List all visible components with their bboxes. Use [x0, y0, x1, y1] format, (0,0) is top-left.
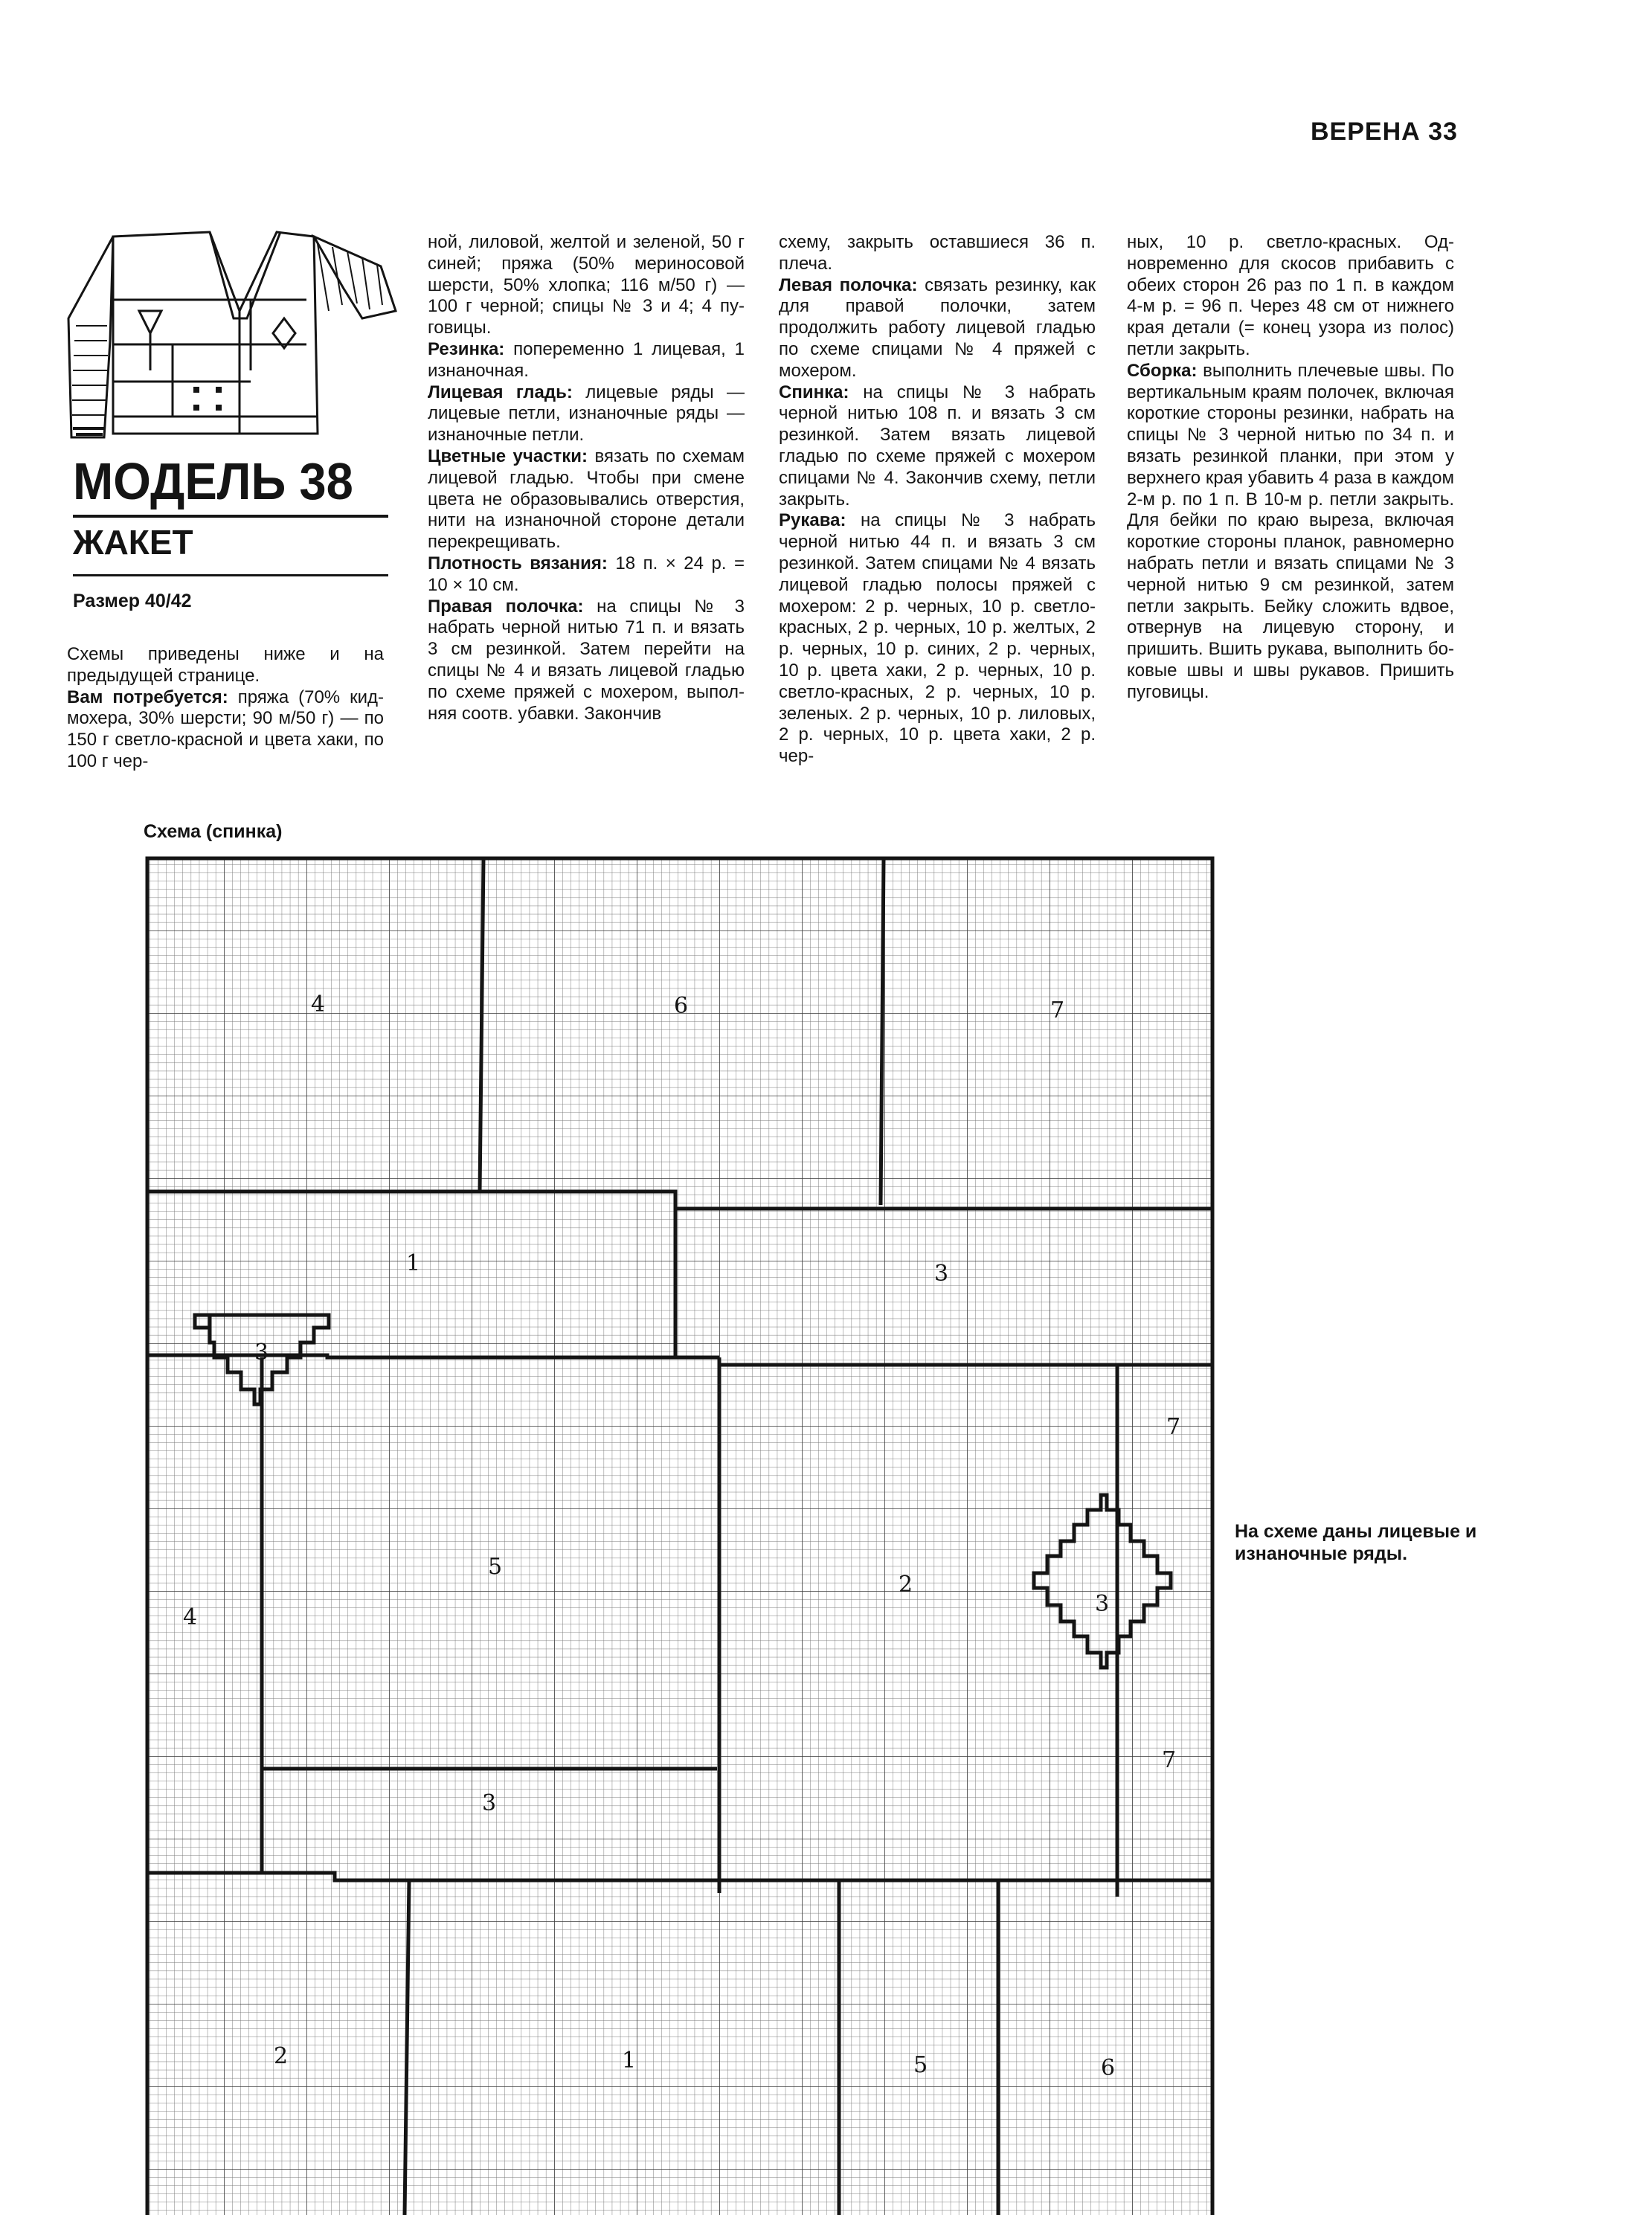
text-column-1: [67, 644, 384, 773]
sleeves-continued: ных, 10 р. светло-красных. Одновременно для скосов прибавить с обеих сторон 26 раз по 1 п. в каждом 4-м р. = 96 п. Через 48 см от нижнего края детали (= конец узора из полос) петли закрыть.: [1127, 232, 1454, 359]
back-text: на спицы № 3 набрать черной нитью 108 п. и вязать 3 см резинкой. Затем вязать лицевой гладью по схеме пряжей с мохером спицами № 4. Закончив схему, петли закрыть.: [779, 382, 1096, 509]
zone-number: 6: [1101, 2055, 1116, 2081]
right-front-text: на спицы № 3 набрать черной нитью 71 п. и вязать 3 см резинкой. Затем перейти на спицы № 4 и вязать лицевой гладью по схеме пряжей с мохером, выполняя соотв. убавки. Закончив: [428, 596, 745, 724]
knitting-chart: [141, 848, 1216, 2215]
back-heading: Спинка:: [779, 382, 849, 402]
zone-number: 1: [406, 1250, 421, 1276]
running-head: ВЕРЕНА 33: [1311, 118, 1458, 146]
color-areas-paragraph: [428, 446, 745, 553]
materials-text: пряжа (70% кид-мохера, 30% шерсти; 90 м/50 г) — по 150 г светло-красной и цвета хаки, по 100 г чер-: [67, 687, 384, 771]
zone-number: 3: [482, 1790, 497, 1816]
right-front-paragraph: [428, 597, 745, 725]
zone-number: 6: [674, 993, 689, 1019]
chart-caption: Схема (спинка): [144, 821, 283, 842]
zone-number: 1: [622, 2048, 637, 2074]
sleeves-heading: Рукава:: [779, 510, 846, 531]
color-areas-text: вязать по схемам лицевой гладью. Чтобы при смене цвета не образовывались отверстия, нити на изнаночной стороне детали перекрещивать.: [428, 446, 745, 553]
text-column-2: [428, 232, 745, 724]
materials-paragraph: [67, 687, 384, 773]
gauge-heading: Плотность вязания:: [428, 553, 608, 573]
stockinette-text: лицевые ряды — лицевые петли, изнаночные ряды — изнаночные петли.: [428, 382, 745, 446]
gauge-text: 18 п. × 24 р. = 10 × 10 см.: [428, 553, 745, 595]
jacket-sketch: [61, 222, 403, 439]
zone-number: 4: [311, 991, 326, 1018]
assembly-text: выполнить плечевые швы. По вертикальным краям полочек, включая короткие стороны резинки, набрать на спицы № 3 черной нитью по 34 п. и вязать резинкой планки, при этом у верхнего края убавить 4 раза в каждом 2-м р. по 1 п. В 10-м р. петли закрыть. Для бейки по краю выреза, включая короткие стороны планок, равномерно набрать петли и вязать спицами № 3 черной нитью 9 см резинкой, затем петли закрыть. Бейку сложить вдвое, отвернув на лицевую сторону, и пришить. Вшить рукава, выполнить боковые швы и швы рукавов. Пришить пуговицы.: [1127, 360, 1454, 702]
materials-continued: ной, лиловой, желтой и зеленой, 50 г синей; пряжа (50% мериносовой шерсти, 50% хлопка; 116 м/50 г) — 100 г черной; спицы № 3 и 4; 4 пуговицы.: [428, 232, 745, 338]
left-front-heading: Левая полочка:: [779, 274, 918, 295]
left-front-text: связать резинку, как для правой полочки, затем продолжить работу лицевой гладью по схеме спицами № 4 пряжей с мохером.: [779, 274, 1096, 381]
right-front-continued: схему, закрыть оставшиеся 36 п. плеча.: [779, 232, 1096, 274]
zone-number: 7: [1162, 1747, 1177, 1773]
sleeves-paragraph: [779, 510, 1096, 768]
zone-number: 3: [934, 1261, 949, 1287]
size-label: Размер 40/42: [73, 591, 192, 611]
materials-heading: Вам потребуется:: [67, 687, 228, 707]
back-paragraph: [779, 382, 1096, 511]
assembly-paragraph: [1127, 361, 1454, 704]
rib-heading: Резинка:: [428, 338, 505, 359]
stockinette-heading: Лицевая гладь:: [428, 382, 573, 402]
model-name: ЖАКЕТ: [73, 523, 193, 562]
rib-paragraph: [428, 339, 745, 382]
left-front-paragraph: [779, 275, 1096, 382]
zone-number: 3: [254, 1340, 269, 1366]
zone-number: 5: [488, 1554, 503, 1580]
zone-number: 5: [913, 2052, 928, 2078]
chart-note: На схеме даны лицевые и изнаночные ряды.: [1235, 1521, 1477, 1564]
intro-text: Схемы приведены ниже и на предыдущей странице.: [67, 644, 384, 686]
title-rule: [73, 574, 388, 576]
zone-number: 2: [899, 1572, 913, 1598]
title-rule: [73, 515, 388, 518]
gauge-paragraph: [428, 553, 745, 597]
model-title: МОДЕЛЬ 38: [73, 452, 353, 510]
color-areas-heading: Цветные участки:: [428, 446, 588, 466]
rib-text: попеременно 1 лицевая, 1 изнаночная.: [428, 338, 745, 381]
zone-number: 4: [183, 1604, 198, 1630]
right-front-heading: Правая полочка:: [428, 596, 584, 617]
text-column-3: [779, 232, 1096, 768]
zone-number: 3: [1095, 1591, 1110, 1617]
text-column-4: [1127, 232, 1454, 704]
sleeves-text: на спицы № 3 набрать черной нитью 44 п. и вязать 3 см резинкой. Затем спицами № 4 вязать лицевой гладью полосы пряжей с мохером: 2 р. черных, 10 р. светло-красных, 2 р. черных, 10 р. желтых, 2 р. черных, 10 р. синих, 2 р. черных, 10 р. цвета хаки, 2 р. черных, 10 р. светло-красных, 2 р. черных, 10 р. зеленых. 2 р. черных, 10 р. лиловых, 2 р. черных, 10 р. цвета хаки, 2 р. чер-: [779, 510, 1096, 767]
zone-number: 7: [1166, 1414, 1181, 1440]
stockinette-paragraph: [428, 382, 745, 446]
zone-number: 7: [1050, 997, 1065, 1023]
assembly-heading: Сборка:: [1127, 360, 1198, 381]
zone-number: 2: [274, 2043, 289, 2069]
